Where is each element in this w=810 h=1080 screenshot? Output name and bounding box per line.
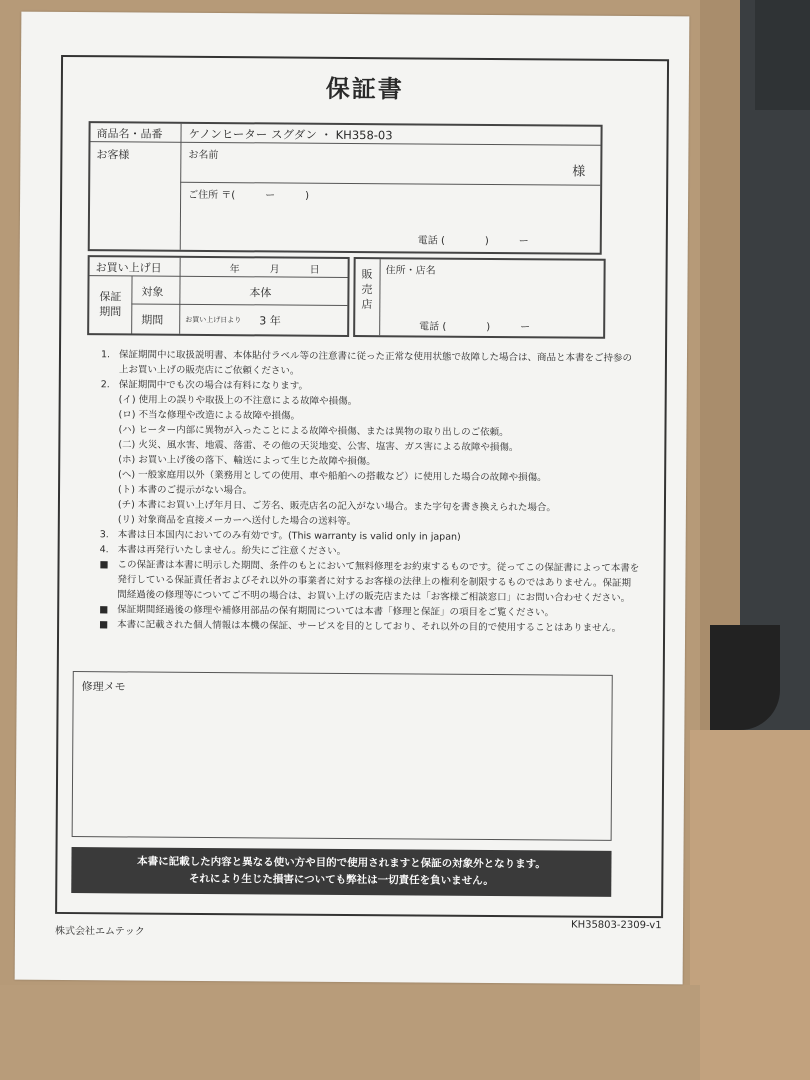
terms-item-marker: ■ xyxy=(99,559,109,571)
terms-item-text: 一般家庭用以外（業務用としての使用、車や船舶への搭載など）に使用した場合の故障や損傷。 xyxy=(138,469,547,484)
terms-item-text: 本書にお買い上げ年月日、ご芳名、販売店名の記入がない場合。また字句を書き換えられた場合。 xyxy=(137,499,556,514)
product-label: 商品名・品番 xyxy=(96,127,163,141)
page-title: 保証書 xyxy=(325,74,404,104)
honorific: 様 xyxy=(572,164,586,180)
terms-item-text: 不当な修理や改造による故障や損傷。 xyxy=(138,409,301,422)
period-label: 期間 xyxy=(141,313,164,327)
company-name: 株式会社エムテック xyxy=(54,925,145,938)
dealer-address-label: 住所・店名 xyxy=(385,265,436,277)
terms-item-marker: (リ) xyxy=(117,514,135,526)
purchase-info-box xyxy=(87,255,350,337)
document-code: KH35803-2309-v1 xyxy=(570,919,662,932)
repair-memo-label: 修理メモ xyxy=(81,680,126,694)
dealer-info-box xyxy=(353,257,606,339)
terms-item-marker: 3. xyxy=(99,529,109,541)
period-value: 3 年 xyxy=(259,314,281,328)
terms-item-marker: (ホ) xyxy=(118,454,136,466)
dealer-label: 販売店 xyxy=(361,268,373,312)
terms-list xyxy=(99,347,641,636)
terms-item-marker: (へ) xyxy=(118,469,136,481)
terms-item-marker: (イ) xyxy=(118,394,136,406)
disclaimer-line-2: それにより生じた損害についても弊社は一切責任を負いません。 xyxy=(188,872,494,887)
customer-phone-label: 電話 ( ) ー xyxy=(417,235,529,248)
terms-item-marker: (ロ) xyxy=(118,409,136,421)
cardboard-flap xyxy=(690,730,810,1080)
terms-item-text: 本書のご提示がない場合。 xyxy=(138,484,253,497)
terms-item-text: 本書は日本国内においてのみ有効です。(This warranty is valid only in japan) xyxy=(117,529,461,543)
terms-item-text: 本書に記載された個人情報は本機の保証、サービスを目的としており、それ以外の目的で使用することはありません。 xyxy=(117,619,622,634)
period-prefix: お買い上げ日より xyxy=(185,315,242,325)
terms-item xyxy=(99,617,639,636)
target-label: 対象 xyxy=(141,285,164,299)
packaging-slot xyxy=(710,625,780,730)
terms-item-marker: 4. xyxy=(99,544,109,556)
customer-info-box xyxy=(88,121,603,255)
warranty-frame xyxy=(55,55,669,918)
target-value: 本体 xyxy=(249,286,272,300)
name-label: お名前 xyxy=(188,149,219,162)
terms-item-marker: (チ) xyxy=(117,499,135,511)
terms-item-text: 使用上の誤りや取扱上の不注意による故障や損傷。 xyxy=(138,394,358,408)
disclaimer-line-1: 本書に記載した内容と異なる使い方や目的で使用されますと保証の対象外となります。 xyxy=(137,855,546,871)
dealer-phone-label: 電話 ( ) ー xyxy=(419,321,531,334)
terms-item-marker: 2. xyxy=(100,379,110,391)
terms-item xyxy=(101,347,641,381)
purchase-date-value: 年 月 日 xyxy=(229,264,320,276)
terms-item-marker: (ハ) xyxy=(118,424,136,436)
terms-item-text: 対象商品を直接メーカーへ送付した場合の送料等。 xyxy=(137,514,357,528)
terms-item-marker: (二) xyxy=(118,439,136,451)
repair-memo-box xyxy=(72,671,613,841)
terms-item-text: お買い上げ後の落下、輸送によって生じた故障や損傷。 xyxy=(138,454,376,468)
terms-item-text: 本書は再発行いたしません。紛失にご注意ください。 xyxy=(117,544,347,557)
address-label: ご住所 〒( ー ) xyxy=(188,189,310,202)
heater-device-top xyxy=(755,0,810,110)
disclaimer-banner xyxy=(71,847,611,897)
warranty-period-label: 保証期間 xyxy=(99,290,122,319)
terms-item-marker: 1. xyxy=(100,349,111,361)
terms-item-text: ヒーター内部に異物が入ったことによる故障や損傷、または異物の取り出しのご依頼。 xyxy=(138,424,509,439)
warranty-card xyxy=(15,12,690,985)
terms-item-marker: ■ xyxy=(99,604,109,616)
table-surface xyxy=(0,985,700,1080)
terms-item-text: 保証期間中に取扱説明書、本体貼付ラベル等の注意書に従った正常な使用状態で故障した場合は、商品と本書をご持参の上お買い上げの販売店にご依頼ください。 xyxy=(118,349,633,377)
terms-item-text: 保証期間経過後の修理や補修用部品の保有期間については本書「修理と保証」の項目をご覧ください。 xyxy=(117,604,555,619)
terms-item-text: 火災、風水害、地震、落雷、その他の天災地変、公害、塩害、ガス害による故障や損傷。 xyxy=(138,439,519,454)
product-value: ケノンヒーター スグダン ・ KH358-03 xyxy=(188,126,393,143)
terms-item-marker: (ト) xyxy=(118,484,136,496)
terms-item xyxy=(99,557,639,606)
terms-item-text: この保証書は本書に明示した期間、条件のもとにおいて無料修理をお約束するものです。従ってこの保証書によって本書を発行している保証責任者およびそれ以外の事業者に対するお客様の法律上の権利を制限するものではありません。保証期間経過後の修理等についてご不明の場合は、お買い上げの販売店または「お客様ご相談窓口」にお問い合わせください。 xyxy=(117,559,640,604)
terms-item-text: 保証期間中でも次の場合は有料になります。 xyxy=(118,379,309,392)
purchase-date-label: お買い上げ日 xyxy=(95,261,162,275)
customer-label: お客様 xyxy=(96,148,130,162)
terms-item-marker: ■ xyxy=(99,619,109,631)
